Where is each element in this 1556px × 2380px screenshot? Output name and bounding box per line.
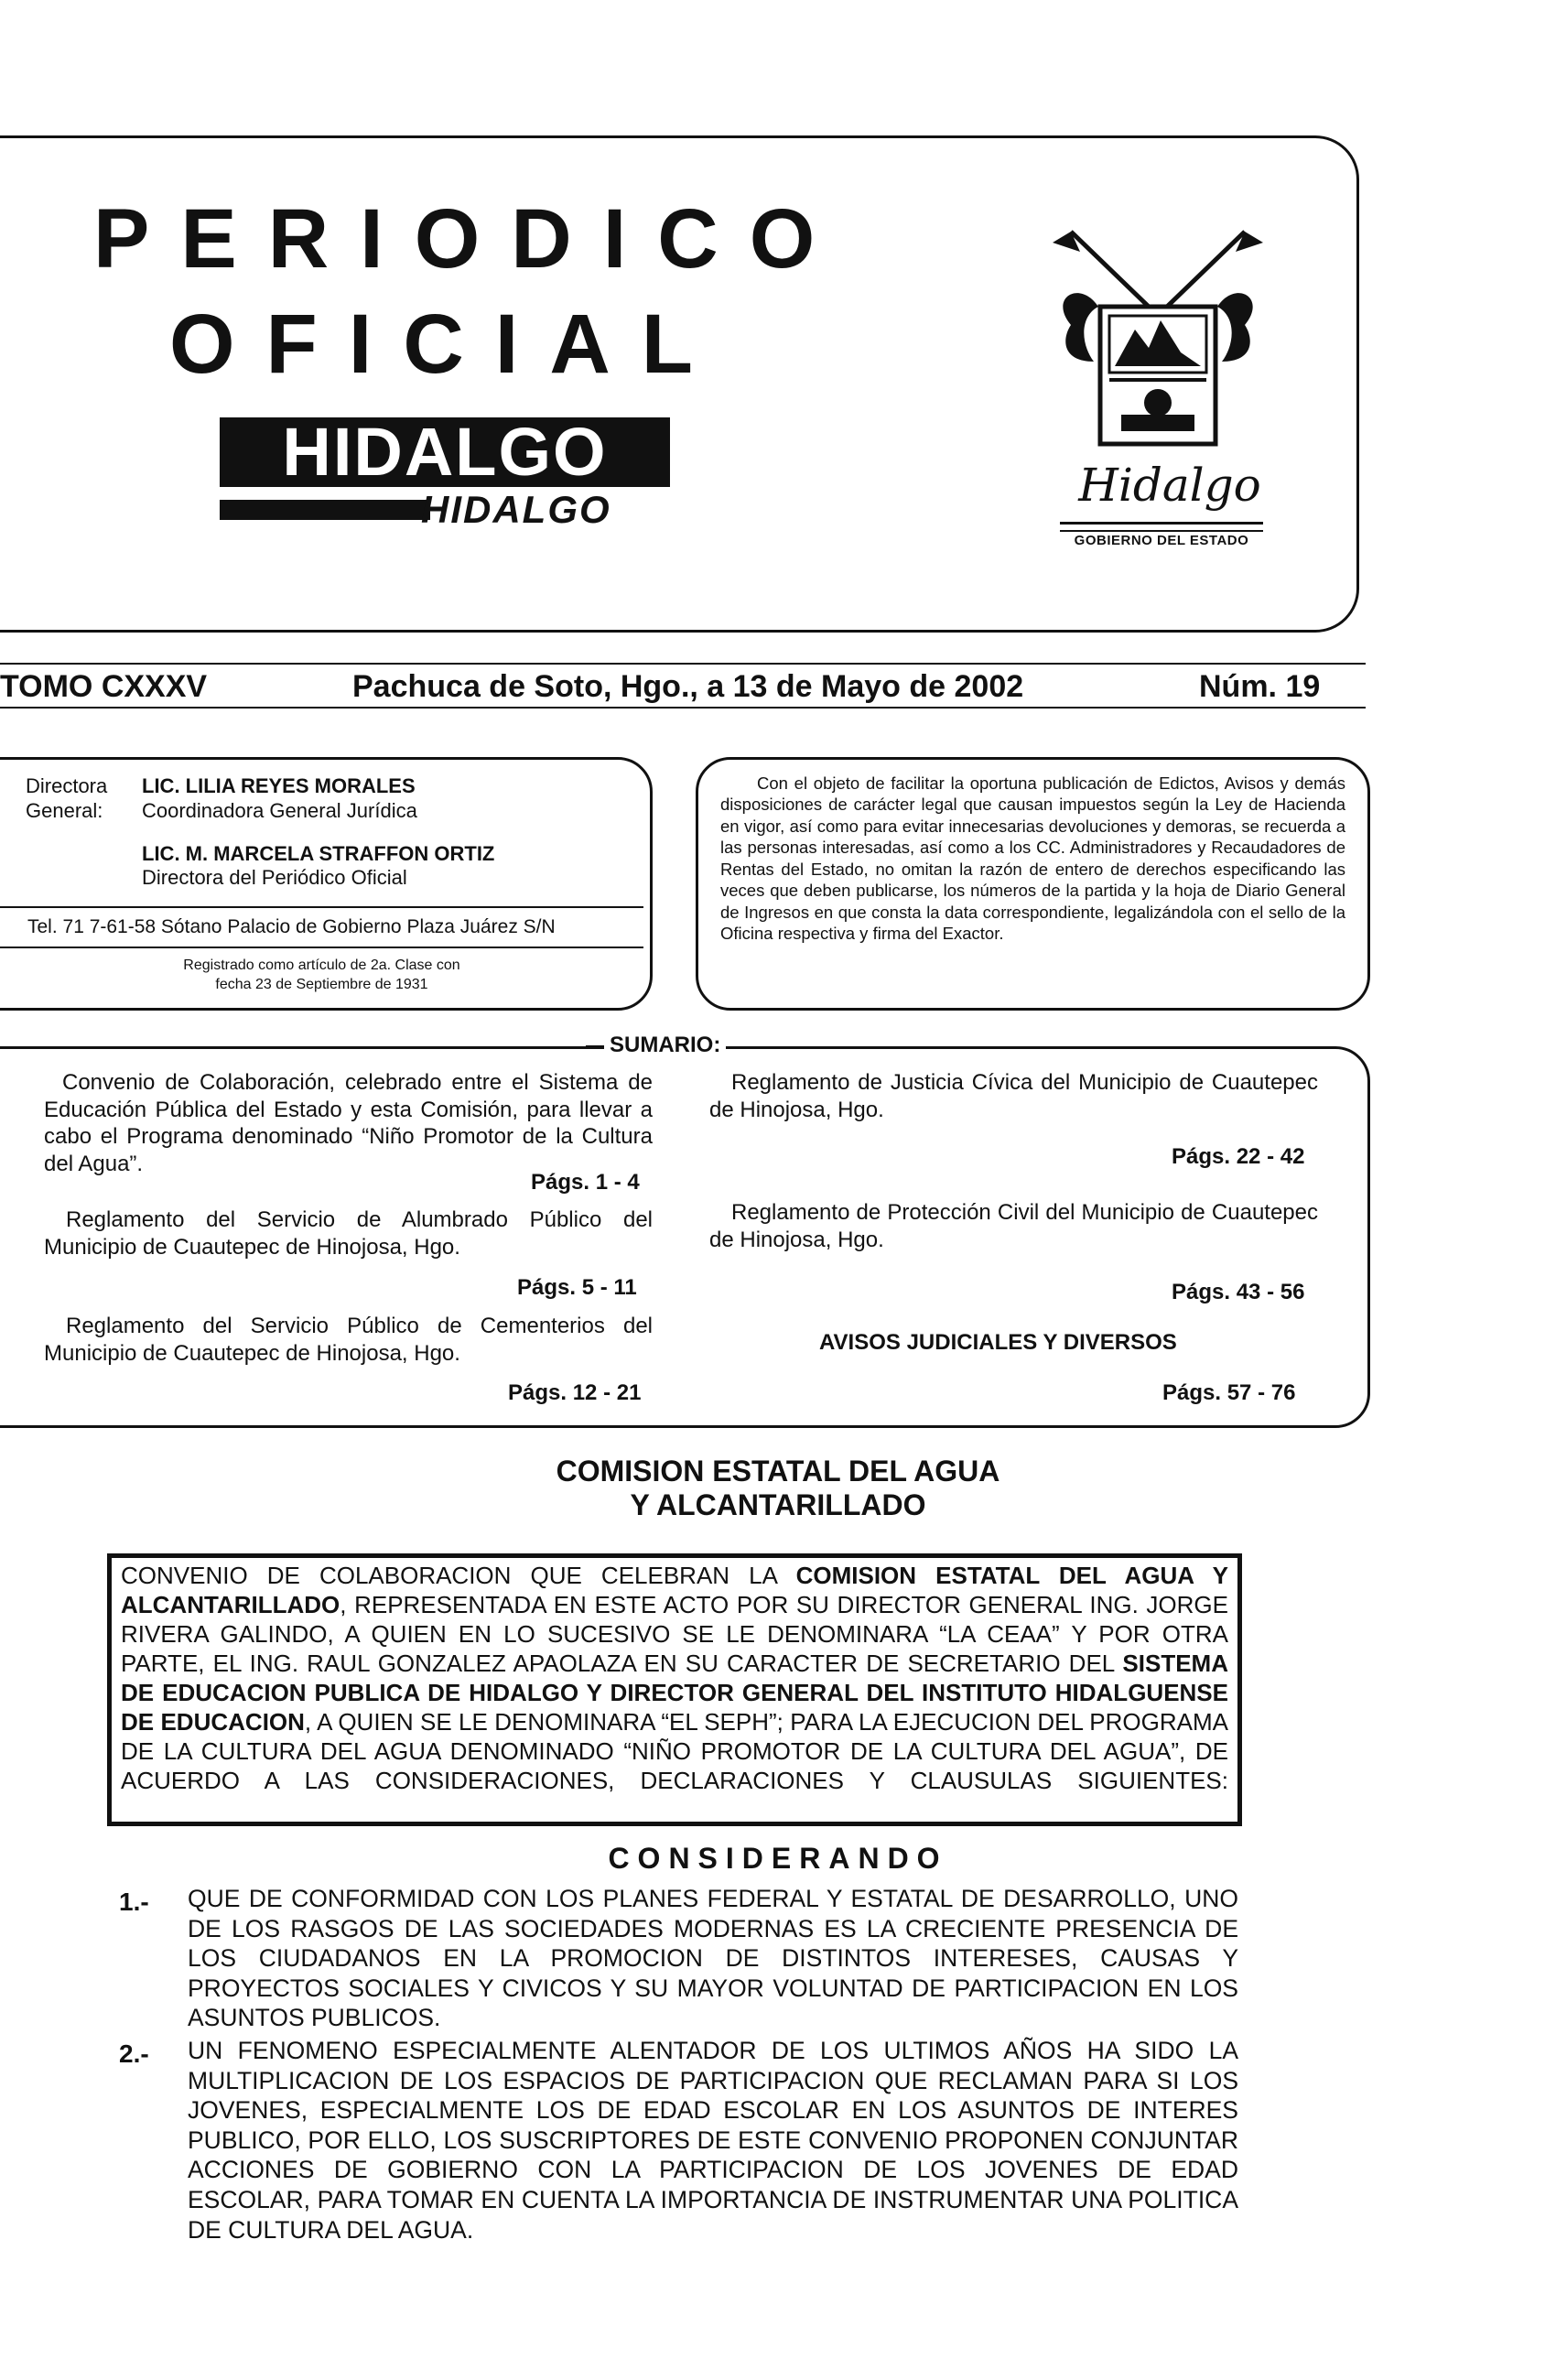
directory-divider: [0, 906, 643, 908]
sumario-item-1-text: Convenio de Colaboración, celebrado entre el Sistema de Educación Pública del Estado y esta Comisión, para llevar a cabo el Programa denominado “Niño Promotor de la Cultura del Agua”.: [44, 1070, 653, 1176]
convenio-text-part3: , A QUIEN SE LE DENOMINARA “EL SEPH”; PARA LA EJECUCION DEL PROGRAMA DE LA CULTURA DEL AGUA DENOMINADO “NIÑO PROMOTOR DE LA CULTURA DEL AGUA”, DE ACUERDO A LAS CONSIDERACIONES, DECLARACIONES Y CLAUSULAS SIGUIENTES:: [121, 1707, 1228, 1794]
director-role: Coordinadora General Jurídica: [142, 798, 417, 822]
editor-role: Directora del Periódico Oficial: [142, 866, 407, 890]
convenio-party-ceaa: COMISION ESTATAL DEL AGUA Y ALCANTARILLADO: [121, 1562, 1228, 1618]
clause-1-number: 1.-: [119, 1888, 149, 1916]
sumario-item-4-text: Reglamento de Justicia Cívica del Municipio de Cuautepec de Hinojosa, Hgo.: [709, 1070, 1318, 1122]
clause-2-number: 2.-: [119, 2039, 149, 2068]
convenio-preamble-box: [107, 1553, 1242, 1826]
sumario-item-2-pages: Págs. 5 - 11: [517, 1275, 637, 1300]
sumario-item-2-text: Reglamento del Servicio de Alumbrado Público del Municipio de Cuautepec de Hinojosa, Hgo.: [44, 1207, 653, 1260]
sumario-item-3-text: Reglamento del Servicio Público de Cementerios del Municipio de Cuautepec de Hinojosa, Hgo.: [44, 1314, 653, 1366]
sumario-item-6-text: AVISOS JUDICIALES Y DIVERSOS: [819, 1330, 1177, 1355]
issue-rule-bottom: [0, 707, 1366, 709]
registration-line2: fecha 23 de Septiembre de 1931: [215, 976, 428, 992]
directory-divider-2: [0, 947, 643, 948]
directory-contact: Tel. 71 7-61-58 Sótano Palacio de Gobierno Plaza Juárez S/N: [27, 916, 556, 937]
clause-1-text: QUE DE CONFORMIDAD CON LOS PLANES FEDERAL Y ESTATAL DE DESARROLLO, UNO DE LOS RASGOS DE LAS SOCIEDADES MODERNAS ES LA CRECIENTE PRESENCIA DE LOS CIUDADANOS EN LA PROMOCION DE DISTINTOS INTERESES, CAUSAS Y PROYECTOS SOCIALES Y CIVICOS Y SU MAYOR VOLUNTAD DE PARTICIPACION EN LOS ASUNTOS PUBLICOS.: [188, 1885, 1238, 2032]
hidalgo-logo-bar: [220, 500, 430, 520]
sumario-item-6-pages: Págs. 57 - 76: [1162, 1380, 1296, 1405]
director-label-line1: Directora: [26, 774, 108, 797]
director-label: [26, 774, 107, 824]
section-heading-line2: Y ALCANTARILLADO: [630, 1488, 926, 1521]
issue-number: Núm. 19: [1199, 669, 1321, 704]
coat-of-arms-icon: [1043, 224, 1272, 471]
title-periodico: PERIODICO: [93, 192, 847, 286]
registration-line1: Registrado como artículo de 2a. Clase con: [183, 957, 460, 973]
sumario-label: SUMARIO:: [604, 1034, 726, 1056]
convenio-text-part1: CONVENIO DE COLABORACION QUE CELEBRAN LA: [121, 1562, 796, 1589]
seal-divider-thin: [1060, 530, 1263, 532]
editor-name: LIC. M. MARCELA STRAFFON ORTIZ: [142, 841, 495, 865]
seal-script-hidalgo: Hidalgo: [1078, 459, 1261, 512]
sumario-item-5-text: Reglamento de Protección Civil del Municipio de Cuautepec de Hinojosa, Hgo.: [709, 1200, 1318, 1252]
convenio-party-sep: SISTEMA DE EDUCACION PUBLICA DE HIDALGO Y DIRECTOR GENERAL DEL INSTITUTO HIDALGUENSE DE EDUCACION: [121, 1649, 1228, 1736]
convenio-preamble-text: [121, 1562, 1228, 1796]
clause-2-text: UN FENOMENO ESPECIALMENTE ALENTADOR DE LOS ULTIMOS AÑOS HA SIDO LA MULTIPLICACION DE LOS ESPACIOS DE PARTICIPACION QUE RECLAMAN PARA SI LOS JOVENES, ESPECIALMENTE LOS DE EDAD ESCOLAR EN LOS ASUNTOS DE INTERES PUBLICO, POR ELLO, LOS SUSCRIPTORES DE ESTE CONVENIO PROPONEN CONJUNTAR ACCIONES DE GOBIERNO CON LA PARTICIPACION DE LOS JOVENES DE EDAD ESCOLAR, PARA TOMAR EN CUENTA LA IMPORTANCIA DE INSTRUMENTAR UNA POLITICA DE CULTURA DEL AGUA.: [188, 2037, 1238, 2244]
title-oficial: OFICIAL: [169, 298, 724, 391]
issue-rule-top: [0, 663, 1366, 665]
publication-notice-box: [696, 757, 1370, 1011]
sumario-item-5-pages: Págs. 43 - 56: [1172, 1280, 1305, 1304]
issue-tomo: TOMO CXXXV: [0, 669, 208, 704]
director-name: LIC. LILIA REYES MORALES: [142, 774, 416, 797]
sumario-item-3-pages: Págs. 12 - 21: [508, 1380, 642, 1405]
hidalgo-logo-subtext: HIDALGO: [421, 488, 611, 531]
director-label-line2: General:: [26, 798, 103, 822]
sumario-rule-left: [586, 1045, 604, 1047]
sumario-item-4-pages: Págs. 22 - 42: [1172, 1144, 1305, 1169]
issue-place-date: Pachuca de Soto, Hgo., a 13 de Mayo de 2002: [352, 669, 1024, 704]
registration-note: [0, 957, 643, 995]
hidalgo-logo: [220, 414, 670, 535]
publication-notice-text: Con el objeto de facilitar la oportuna publicación de Edictos, Avisos y demás disposiciones de carácter legal que causan impuestos según la Ley de Hacienda en vigor, así como para evitar innecesarias devoluciones y demoras, se recuerda a las personas interesadas, así como a los CC. Administradores y Recaudadores de Rentas del Estado, no omitan la razón de entero de derechos especificando las veces que deben publicarse, los números de la partida y la hoja de Diario General de Ingresos en que consta la data correspondiente, legalizándola con el sello de la Oficina respectiva y firma del Exactor.: [720, 774, 1345, 944]
considerando-heading: CONSIDERANDO: [608, 1842, 948, 1875]
section-heading-line1: COMISION ESTATAL DEL AGUA: [556, 1455, 1000, 1488]
sumario-item-1-pages: Págs. 1 - 4: [531, 1170, 640, 1195]
hidalgo-logo-box: HIDALGO: [220, 417, 670, 487]
seal-divider: [1060, 522, 1263, 525]
director-block: [142, 774, 645, 891]
convenio-text-part2: , REPRESENTADA EN ESTE ACTO POR SU DIRECTOR GENERAL ING. JORGE RIVERA GALINDO, A QUIEN EN LO SUCESIVO SE LE DENOMINARA “LA CEAA” Y POR OTRA PARTE, EL ING. RAUL GONZALEZ APAOLAZA EN SU CARACTER DE SECRETARIO DEL: [121, 1590, 1228, 1677]
seal-caption: GOBIERNO DEL ESTADO: [1074, 533, 1249, 548]
